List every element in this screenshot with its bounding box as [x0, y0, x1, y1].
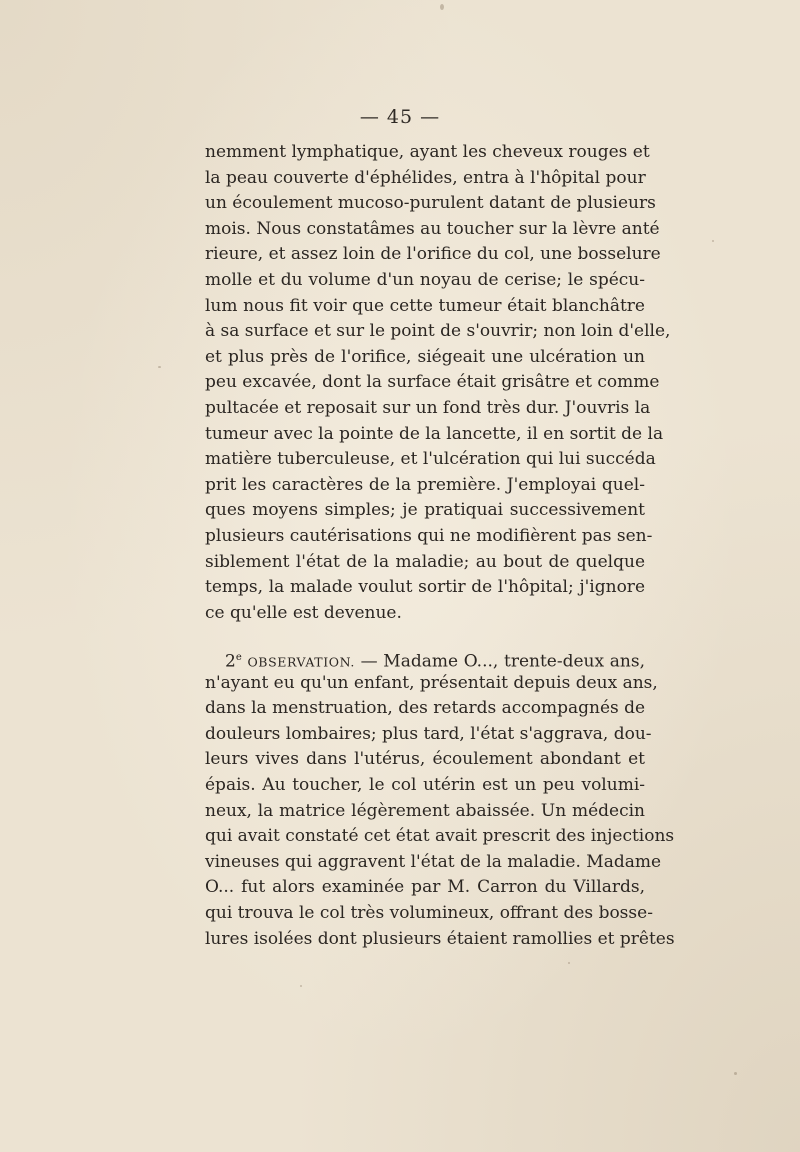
observation-superscript: e	[235, 652, 242, 663]
text-line: molle et du volume d'un noyau de cerise; le spécu-	[205, 269, 645, 290]
page-number: — 45 —	[359, 106, 441, 128]
text-line: qui trouva le col très volumineux, offrant des bosse-	[205, 902, 653, 923]
text-line: prit les caractères de la première. J'employai quel-	[205, 474, 645, 495]
text-line: qui avait constaté cet état avait prescrit des injections	[205, 826, 675, 847]
text-line: plusieurs cautérisations qui ne modifièrent pas sen-	[205, 525, 653, 546]
paper-speck	[440, 4, 444, 10]
observation-first-line-text: — Madame O..., trente-deux ans,	[354, 651, 645, 672]
text-line: O... fut alors examinée par M. Carron du Villards,	[205, 877, 645, 898]
observation-heading-line	[205, 645, 645, 671]
text-line: neux, la matrice légèrement abaissée. Un médecin	[205, 800, 645, 821]
paragraph-second-observation	[205, 645, 675, 952]
observation-label: OBSERVATION.	[247, 654, 355, 670]
text-line: matière tuberculeuse, et l'ulcération qui lui succéda	[205, 449, 656, 470]
text-line: vineuses qui aggravent l'état de la maladie. Madame	[205, 851, 662, 872]
paper-speck	[158, 366, 161, 368]
paragraph-case-continuation	[205, 140, 671, 626]
paper-speck	[712, 240, 714, 242]
text-line: douleurs lombaires; plus tard, l'état s'aggrava, dou-	[205, 723, 652, 744]
text-line: nemment lymphatique, ayant les cheveux rouges et	[205, 142, 650, 162]
paper-speck	[300, 985, 302, 987]
text-line: et plus près de l'orifice, siégeait une ulcération un	[205, 346, 645, 367]
text-line: épais. Au toucher, le col utérin est un peu volumi-	[205, 774, 645, 795]
text-line: lures isolées dont plusieurs étaient ramollies et prêtes	[205, 928, 675, 949]
paper-speck	[734, 1072, 737, 1075]
text-line: ques moyens simples; je pratiquai successivement	[205, 500, 645, 521]
text-line: rieure, et assez loin de l'orifice du col, une bosselure	[205, 244, 661, 265]
text-line: temps, la malade voulut sortir de l'hôpital; j'ignore	[205, 577, 645, 598]
text-line: un écoulement mucoso-purulent datant de plusieurs	[205, 193, 656, 214]
text-line: tumeur avec la pointe de la lancette, il en sortit de la	[205, 423, 664, 444]
text-line: ce qu'elle est devenue.	[205, 602, 402, 623]
text-line: à sa surface et sur le point de s'ouvrir; non loin d'elle,	[205, 321, 671, 342]
paper-speck	[568, 962, 570, 964]
text-line: la peau couverte d'éphélides, entra à l'hôpital pour	[205, 167, 646, 188]
text-line: peu excavée, dont la surface était grisâtre et comme	[205, 372, 660, 393]
text-line: pultacée et reposait sur un fond très dur. J'ouvris la	[205, 397, 651, 418]
text-line: lum nous fit voir que cette tumeur était blanchâtre	[205, 295, 645, 316]
observation-number: 2	[225, 651, 236, 672]
text-line: mois. Nous constatâmes au toucher sur la lèvre anté	[205, 218, 660, 239]
text-line: dans la menstruation, des retards accompagnés de	[205, 698, 646, 719]
text-line: n'ayant eu qu'un enfant, présentait depuis deux ans,	[205, 672, 658, 693]
text-line: leurs vives dans l'utérus, écoulement abondant et	[205, 749, 645, 770]
text-line: siblement l'état de la maladie; au bout de quelque	[205, 551, 645, 572]
